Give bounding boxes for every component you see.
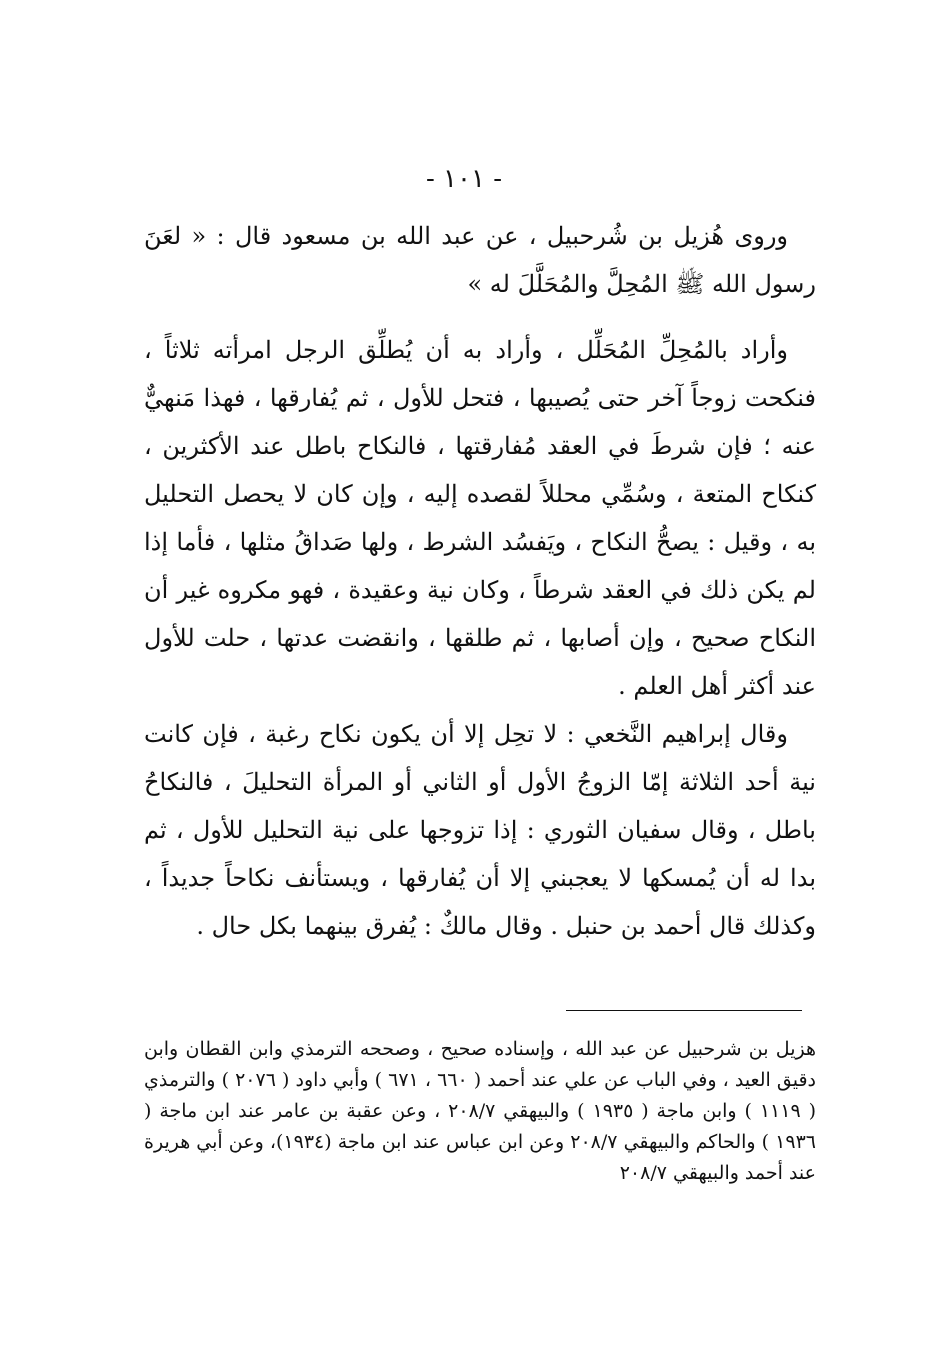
paragraph-text: وأراد بالمُحِلِّ المُحَلِّل ، وأراد به أن يُطلِّق الرجل امرأته ثلاثاً ، فنكحت زوجاً آخر حتى يُصيبها ، فتحل للأول ، ثم يُفارقها ، فهذا مَنهيٌّ عنه ؛ فإن شرطَ في العقد مُفارقتها ، فالنكاح باطل عند الأكثرين ، كنكاح المتعة ، وسُمِّي محللاً لقصده إليه ، وإن كان لا يحصل التحليل به ، وقيل : يصحُّ النكاح ، ويَفسُد الشرط ، ولها صَداقُ مثلها ، فأما إذا لم يكن ذلك في العقد شرطاً ، وكان نية وعقيدة ، فهو مكروه غير أن النكاح صحيح ، وإن أصابها ، ثم طلقها ، وانقضت عدتها ، حلت للأول عند أكثر أهل العلم . bbox=[144, 336, 816, 700]
paragraph-scholars bbox=[144, 710, 816, 950]
page-number: - ١٠١ - bbox=[425, 164, 503, 194]
footnote-text: هزيل بن شرحبيل عن عبد الله ، وإسناده صحيح ، وصححه الترمذي وابن القطان وابن دقيق العيد ، وفي الباب عن علي عند أحمد ( ٦٦٠ ، ٦٧١ ) وأبي داود ( ٢٠٧٦ ) والترمذي ( ١١١٩ ) وابن ماجة ( ١٩٣٥ ) والبيهقي ٢٠٨/٧ ، وعن عقبة بن عامر عند ابن ماجة ( ١٩٣٦ ) والحاكم والبيهقي ٢٠٨/٧ وعن ابن عباس عند ابن ماجة (١٩٣٤)، وعن أبي هريرة عند أحمد والبيهقي ٢٠٨/٧ bbox=[144, 1038, 817, 1184]
footnote-block bbox=[144, 1034, 816, 1189]
paragraph-text: وقال إبراهيم النَّخعي : لا تحِل إلا أن يكون نكاح رغبة ، فإن كانت نية أحد الثلاثة إمّا الزوجُ الأول أو الثاني أو المرأة التحليلَ ، فالنكاحُ باطل ، وقال سفيان الثوري : إذا تزوجها على نية التحليل للأول ، ثم بدا له أن يُمسكها لا يعجبني إلا أن يُفارقها ، ويستأنف نكاحاً جديداً ، وكذلك قال أحمد بن حنبل . وقال مالكٌ : يُفرق بينهما بكل حال . bbox=[144, 720, 816, 940]
paragraph-explanation bbox=[144, 326, 816, 710]
footnote-divider bbox=[566, 1010, 802, 1011]
paragraph-hadith bbox=[144, 212, 816, 308]
paragraph-text: وروى هُزيل بن شُرحبيل ، عن عبد الله بن مسعود قال : « لعَنَ رسول الله ﷺ المُحِلَّ والمُحَلَّلَ له » bbox=[144, 222, 816, 298]
